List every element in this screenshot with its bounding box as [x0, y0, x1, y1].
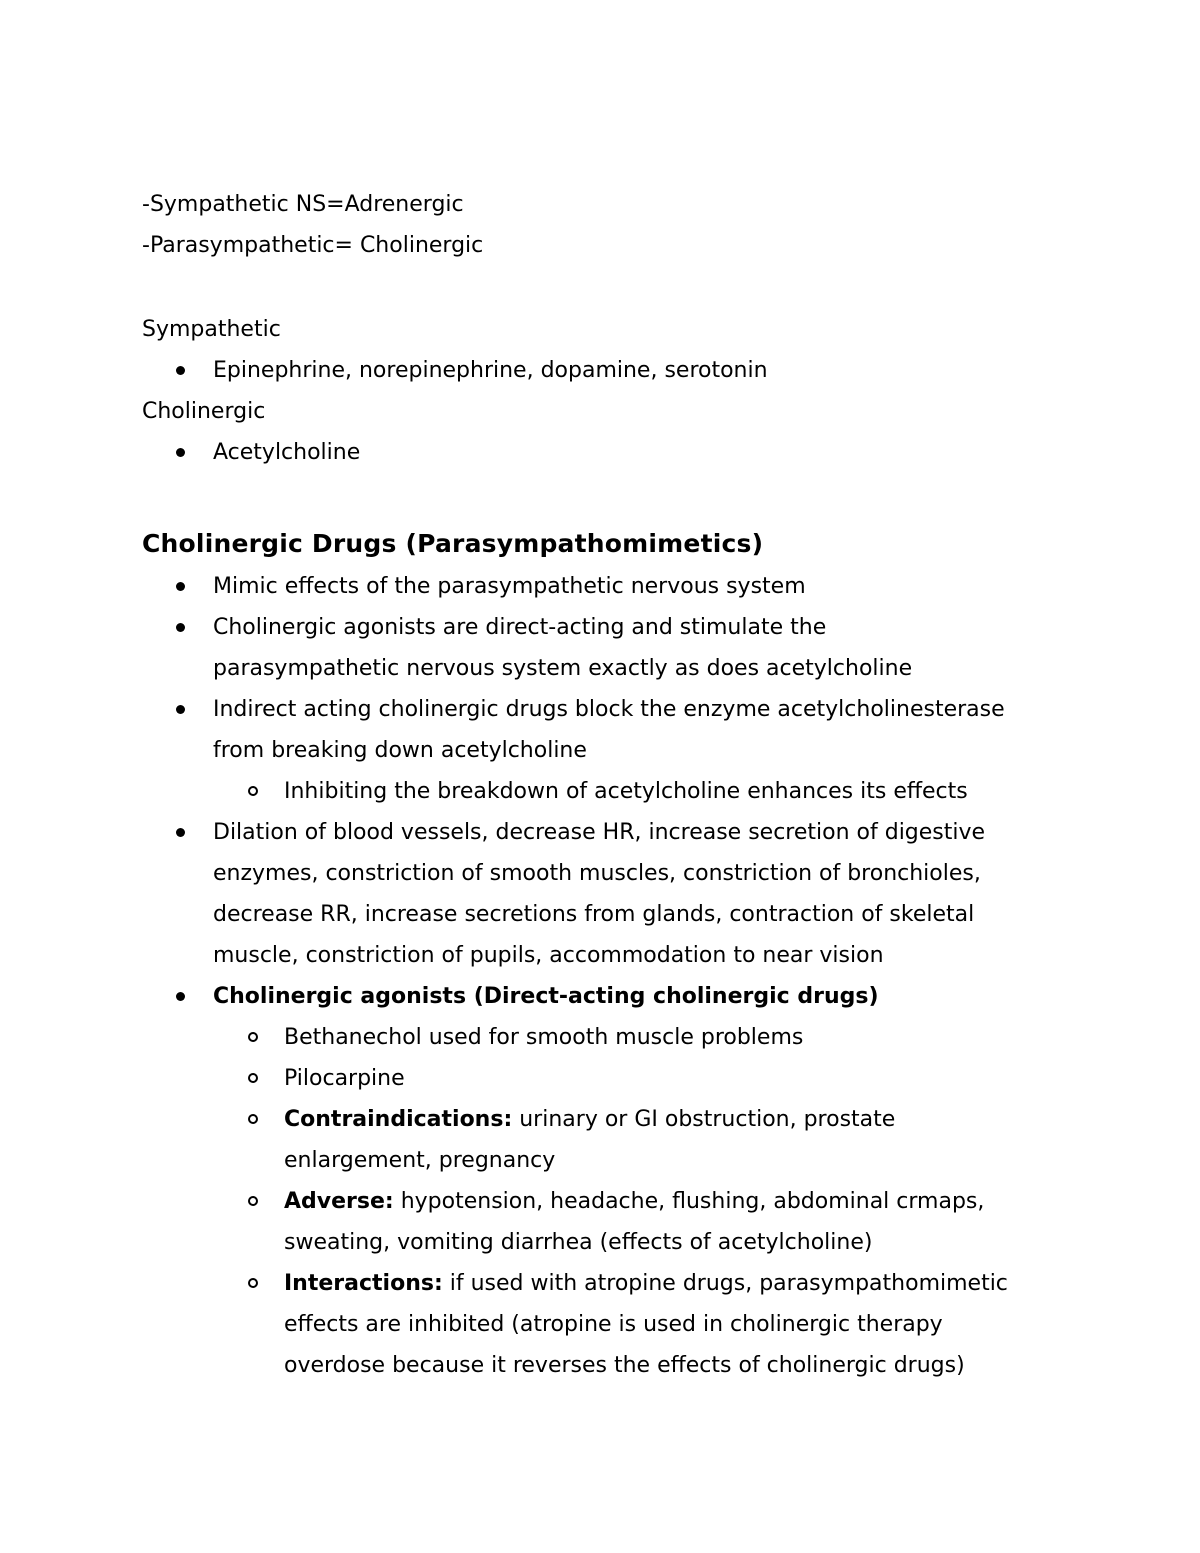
list-item: Mimic effects of the parasympathetic nervous system [142, 566, 1082, 607]
bullet-circle-icon [248, 1196, 258, 1206]
bullet-disc-icon [176, 448, 185, 457]
bullet-disc-icon [176, 705, 185, 714]
sub-list-item: Pilocarpine [142, 1058, 1082, 1099]
list-item: Cholinergic agonists are direct-acting and stimulate the parasympathetic nervous system exactly as does acetylcholine [142, 607, 1082, 689]
bullet-circle-icon [248, 1114, 258, 1124]
intro-line-parasympathetic: -Parasympathetic= Cholinergic [142, 233, 484, 258]
list-item: Indirect acting cholinergic drugs block the enzyme acetylcholinesterase from breaking down acetylcholine [142, 689, 1082, 771]
bullet-circle-icon [248, 1032, 258, 1042]
cholinergic-label: Cholinergic [142, 399, 266, 424]
section-heading: Cholinergic Drugs (Parasympathomimetics) [142, 529, 764, 558]
sub-list-item: Bethanechol used for smooth muscle problems [142, 1017, 1082, 1058]
section-list [142, 566, 1082, 1386]
spacer [142, 473, 1082, 521]
list-item: Epinephrine, norepinephrine, dopamine, serotonin [142, 350, 1082, 391]
bullet-disc-icon [176, 828, 185, 837]
list-item: Dilation of blood vessels, decrease HR, increase secretion of digestive enzymes, constriction of smooth muscles, constriction of bronchioles, decrease RR, increase secretions from glands, contraction of skeletal muscle, constriction of pupils, accommodation to near vision [142, 812, 1082, 976]
cholinergic-list [142, 432, 1082, 473]
bullet-circle-icon [248, 1073, 258, 1083]
intro-line-sympathetic: -Sympathetic NS=Adrenergic [142, 192, 464, 217]
sub-list-item: Inhibiting the breakdown of acetylcholine enhances its effects [142, 771, 1082, 812]
sympathetic-list [142, 350, 1082, 391]
bullet-disc-icon [176, 992, 185, 1001]
spacer [142, 266, 1082, 309]
sub-list-item-interactions: Interactions: if used with atropine drugs, parasympathomimetic effects are inhibited (atropine is used in cholinergic therapy overdose because it reverses the effects of cholinergic drugs) [142, 1263, 1082, 1386]
list-item: Acetylcholine [142, 432, 1082, 473]
list-item: Cholinergic agonists (Direct-acting cholinergic drugs) [142, 976, 1082, 1017]
document-page [142, 184, 1082, 1386]
bullet-circle-icon [248, 786, 258, 796]
bullet-circle-icon [248, 1278, 258, 1288]
bullet-disc-icon [176, 582, 185, 591]
bullet-disc-icon [176, 623, 185, 632]
sub-list-item-contraindications: Contraindications: urinary or GI obstruction, prostate enlargement, pregnancy [142, 1099, 1082, 1181]
sympathetic-label: Sympathetic [142, 317, 281, 342]
sub-list-item-adverse: Adverse: hypotension, headache, flushing, abdominal crmaps, sweating, vomiting diarrhea (effects of acetylcholine) [142, 1181, 1082, 1263]
bullet-disc-icon [176, 366, 185, 375]
